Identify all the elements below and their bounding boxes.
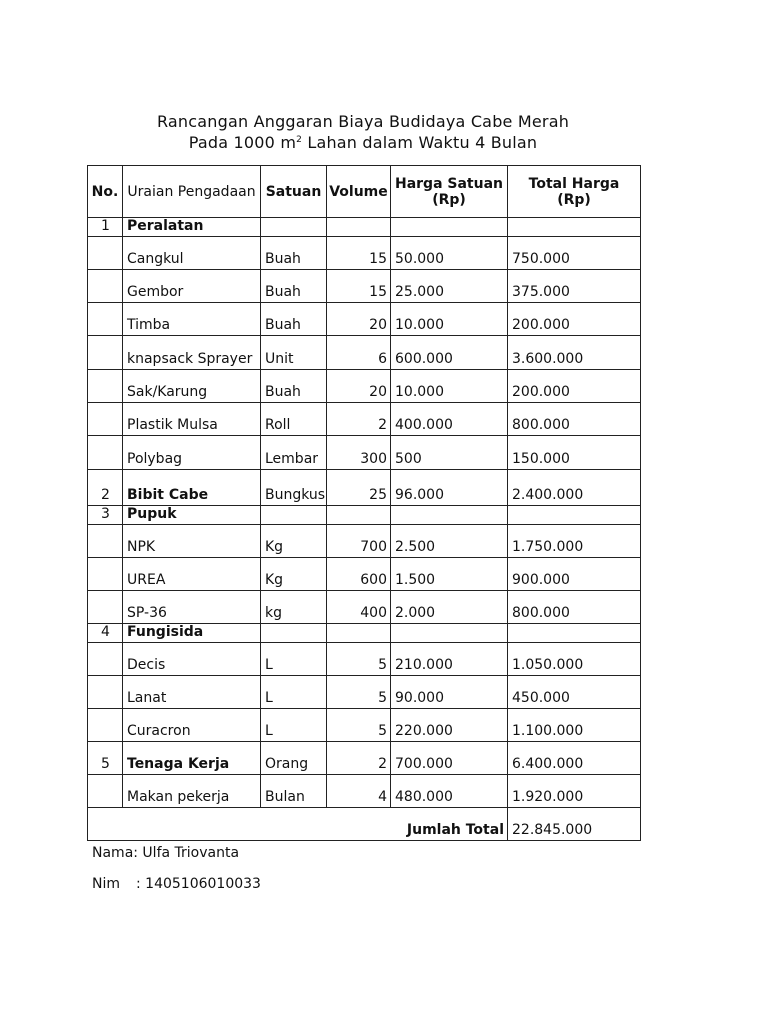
cell-volume: 20 xyxy=(327,370,391,403)
title-line-2-text: Pada 1000 m xyxy=(188,133,297,152)
cell-harga-satuan: 10.000 xyxy=(391,370,508,403)
cell-harga-satuan: 10.000 xyxy=(391,303,508,336)
cell-satuan: Buah xyxy=(261,270,327,303)
cell-no xyxy=(88,303,123,336)
cell-no xyxy=(88,558,123,591)
cell-satuan: Bungkus xyxy=(261,470,327,506)
header-uraian: Uraian Pengadaan xyxy=(123,166,261,218)
cell-uraian: Cangkul xyxy=(123,237,261,270)
cell-total-harga xyxy=(508,506,641,525)
table-row xyxy=(88,624,641,643)
cell-uraian: Plastik Mulsa xyxy=(123,403,261,436)
cell-satuan: Orang xyxy=(261,742,327,775)
cell-total-harga: 375.000 xyxy=(508,270,641,303)
cell-harga-satuan: 2.500 xyxy=(391,525,508,558)
cell-satuan: Kg xyxy=(261,525,327,558)
cell-satuan: Roll xyxy=(261,403,327,436)
cell-volume: 4 xyxy=(327,775,391,808)
cell-satuan: Buah xyxy=(261,237,327,270)
cell-satuan: Bulan xyxy=(261,775,327,808)
cell-volume: 25 xyxy=(327,470,391,506)
header-volume: Volume xyxy=(327,166,391,218)
cell-total-harga: 800.000 xyxy=(508,403,641,436)
cell-no: 1 xyxy=(88,218,123,237)
budget-table xyxy=(87,165,641,841)
cell-uraian: NPK xyxy=(123,525,261,558)
table-row xyxy=(88,218,641,237)
cell-satuan xyxy=(261,624,327,643)
cell-total-harga: 450.000 xyxy=(508,676,641,709)
title-line-1: Rancangan Anggaran Biaya Budidaya Cabe Merah xyxy=(156,112,570,131)
cell-uraian: Tenaga Kerja xyxy=(123,742,261,775)
cell-no xyxy=(88,676,123,709)
cell-no xyxy=(88,403,123,436)
cell-satuan: Lembar xyxy=(261,436,327,470)
cell-no: 3 xyxy=(88,506,123,525)
cell-no xyxy=(88,436,123,470)
table-row xyxy=(88,558,641,591)
student-nim xyxy=(92,876,261,892)
header-total-harga: Total Harga (Rp) xyxy=(508,166,641,218)
cell-uraian: SP-36 xyxy=(123,591,261,624)
table-row xyxy=(88,643,641,676)
table-row xyxy=(88,775,641,808)
cell-satuan: Buah xyxy=(261,303,327,336)
cell-harga-satuan: 400.000 xyxy=(391,403,508,436)
cell-uraian: Fungisida xyxy=(123,624,261,643)
cell-total-harga: 150.000 xyxy=(508,436,641,470)
header-no: No. xyxy=(88,166,123,218)
cell-uraian: Bibit Cabe xyxy=(123,470,261,506)
cell-harga-satuan: 600.000 xyxy=(391,336,508,370)
header-harga-satuan: Harga Satuan (Rp) xyxy=(391,166,508,218)
cell-volume xyxy=(327,624,391,643)
table-row xyxy=(88,436,641,470)
table-row xyxy=(88,270,641,303)
cell-volume: 15 xyxy=(327,237,391,270)
cell-total-harga: 750.000 xyxy=(508,237,641,270)
cell-uraian: Lanat xyxy=(123,676,261,709)
cell-satuan: Buah xyxy=(261,370,327,403)
cell-satuan: L xyxy=(261,676,327,709)
table-row xyxy=(88,506,641,525)
cell-uraian: Peralatan xyxy=(123,218,261,237)
cell-satuan xyxy=(261,218,327,237)
cell-harga-satuan: 50.000 xyxy=(391,237,508,270)
table-row xyxy=(88,742,641,775)
nim-label: Nim xyxy=(92,876,120,892)
cell-satuan: L xyxy=(261,709,327,742)
header-satuan: Satuan xyxy=(261,166,327,218)
cell-harga-satuan xyxy=(391,624,508,643)
table-row xyxy=(88,591,641,624)
total-value: 22.845.000 xyxy=(508,808,641,841)
cell-total-harga: 800.000 xyxy=(508,591,641,624)
cell-satuan: Kg xyxy=(261,558,327,591)
cell-volume: 5 xyxy=(327,709,391,742)
cell-total-harga: 1.050.000 xyxy=(508,643,641,676)
title-superscript: 2 xyxy=(296,135,303,145)
cell-total-harga: 1.750.000 xyxy=(508,525,641,558)
cell-volume: 20 xyxy=(327,303,391,336)
cell-satuan xyxy=(261,506,327,525)
cell-no: 2 xyxy=(88,470,123,506)
cell-harga-satuan: 500 xyxy=(391,436,508,470)
cell-volume: 600 xyxy=(327,558,391,591)
table-row xyxy=(88,525,641,558)
cell-no xyxy=(88,237,123,270)
cell-no xyxy=(88,643,123,676)
cell-harga-satuan: 25.000 xyxy=(391,270,508,303)
cell-uraian: Pupuk xyxy=(123,506,261,525)
cell-satuan: L xyxy=(261,643,327,676)
total-row xyxy=(88,808,641,841)
cell-uraian: Curacron xyxy=(123,709,261,742)
cell-uraian: Timba xyxy=(123,303,261,336)
cell-satuan: kg xyxy=(261,591,327,624)
cell-total-harga: 2.400.000 xyxy=(508,470,641,506)
title-line-2-rest: Lahan dalam Waktu 4 Bulan xyxy=(302,133,538,152)
cell-volume: 300 xyxy=(327,436,391,470)
cell-harga-satuan: 220.000 xyxy=(391,709,508,742)
cell-no xyxy=(88,591,123,624)
cell-harga-satuan: 2.000 xyxy=(391,591,508,624)
cell-volume: 5 xyxy=(327,676,391,709)
cell-harga-satuan: 700.000 xyxy=(391,742,508,775)
cell-harga-satuan: 1.500 xyxy=(391,558,508,591)
cell-no: 4 xyxy=(88,624,123,643)
cell-uraian: Sak/Karung xyxy=(123,370,261,403)
document-title xyxy=(0,111,726,153)
cell-harga-satuan: 210.000 xyxy=(391,643,508,676)
cell-uraian: knapsack Sprayer xyxy=(123,336,261,370)
cell-volume: 5 xyxy=(327,643,391,676)
table-row xyxy=(88,676,641,709)
cell-total-harga: 1.920.000 xyxy=(508,775,641,808)
cell-uraian: UREA xyxy=(123,558,261,591)
cell-no: 5 xyxy=(88,742,123,775)
cell-harga-satuan: 480.000 xyxy=(391,775,508,808)
table-row xyxy=(88,370,641,403)
cell-harga-satuan: 96.000 xyxy=(391,470,508,506)
cell-total-harga xyxy=(508,624,641,643)
student-name: Nama: Ulfa Triovanta xyxy=(92,845,240,861)
cell-harga-satuan xyxy=(391,218,508,237)
cell-uraian: Decis xyxy=(123,643,261,676)
table-row xyxy=(88,403,641,436)
table-row xyxy=(88,709,641,742)
cell-total-harga: 1.100.000 xyxy=(508,709,641,742)
cell-total-harga: 3.600.000 xyxy=(508,336,641,370)
cell-volume: 15 xyxy=(327,270,391,303)
cell-no xyxy=(88,270,123,303)
cell-no xyxy=(88,775,123,808)
cell-no xyxy=(88,370,123,403)
cell-volume: 2 xyxy=(327,403,391,436)
cell-volume: 400 xyxy=(327,591,391,624)
total-label: Jumlah Total xyxy=(88,808,508,841)
cell-volume xyxy=(327,218,391,237)
cell-no xyxy=(88,709,123,742)
table-header-row xyxy=(88,166,641,218)
table-row xyxy=(88,237,641,270)
cell-no xyxy=(88,336,123,370)
cell-satuan: Unit xyxy=(261,336,327,370)
cell-harga-satuan: 90.000 xyxy=(391,676,508,709)
cell-total-harga xyxy=(508,218,641,237)
cell-uraian: Polybag xyxy=(123,436,261,470)
table-row xyxy=(88,303,641,336)
nim-value: : 1405106010033 xyxy=(136,876,261,892)
cell-total-harga: 200.000 xyxy=(508,303,641,336)
cell-total-harga: 200.000 xyxy=(508,370,641,403)
cell-total-harga: 6.400.000 xyxy=(508,742,641,775)
cell-total-harga: 900.000 xyxy=(508,558,641,591)
cell-volume: 700 xyxy=(327,525,391,558)
table-row xyxy=(88,470,641,506)
cell-uraian: Gembor xyxy=(123,270,261,303)
cell-no xyxy=(88,525,123,558)
cell-volume: 2 xyxy=(327,742,391,775)
cell-uraian: Makan pekerja xyxy=(123,775,261,808)
cell-harga-satuan xyxy=(391,506,508,525)
table-row xyxy=(88,336,641,370)
title-line-2 xyxy=(0,132,726,153)
cell-volume: 6 xyxy=(327,336,391,370)
cell-volume xyxy=(327,506,391,525)
